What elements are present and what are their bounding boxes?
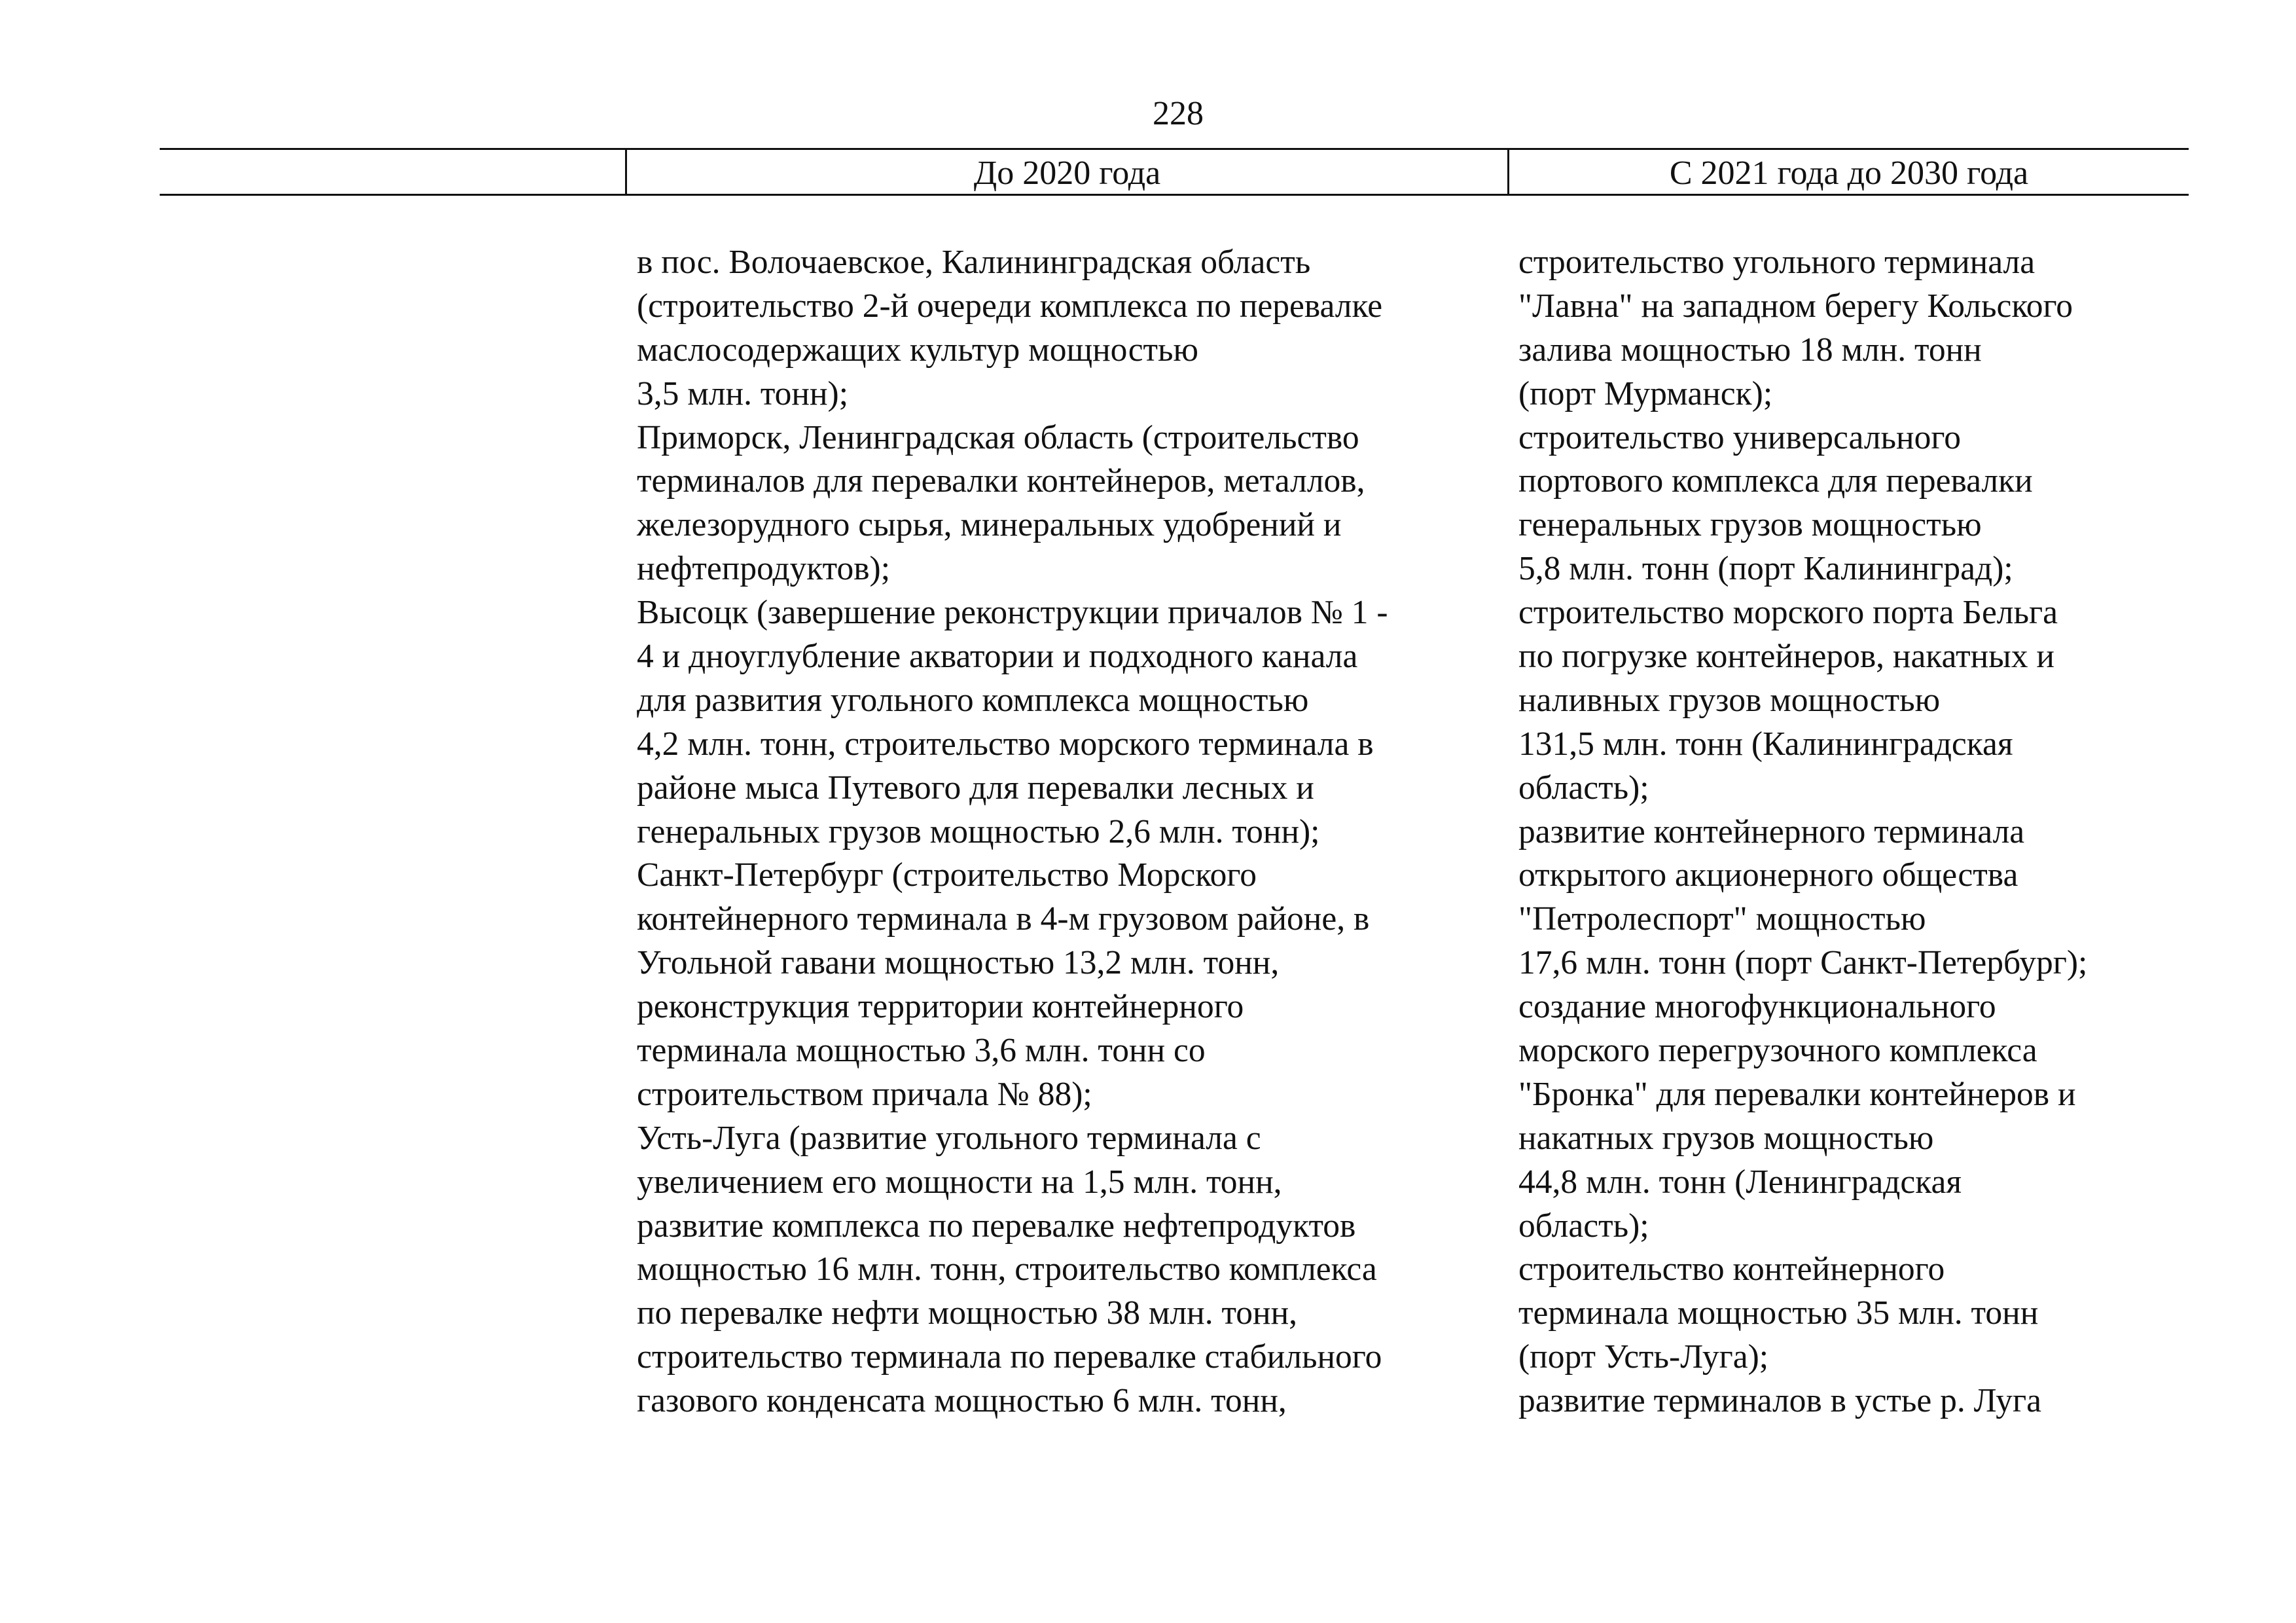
table-header-bottom-rule (160, 194, 2189, 196)
col1-line: газового конденсата мощностью 6 млн. тонн, (637, 1382, 1287, 1420)
col1-line: по перевалке нефти мощностью 38 млн. тонн, (637, 1294, 1298, 1332)
col1-line: увеличением его мощности на 1,5 млн. тонн, (637, 1163, 1282, 1201)
col1-line: Приморск, Ленинградская область (строительство (637, 418, 1359, 456)
col2-line: морского перегрузочного комплекса (1518, 1032, 2037, 1070)
col2-line: (порт Усть-Луга); (1518, 1338, 1769, 1376)
col2-line: 44,8 млн. тонн (Ленинградская (1518, 1163, 1962, 1201)
col1-line: 4 и дноуглубление акватории и подходного канала (637, 638, 1358, 676)
col1-line: районе мыса Путевого для перевалки лесных и (637, 769, 1314, 807)
col2-line: открытого акционерного общества (1518, 856, 2018, 894)
column-header-until-2020: До 2020 года (973, 155, 1161, 192)
col1-line: генеральных грузов мощностью 2,6 млн. тонн); (637, 812, 1320, 850)
col2-line: 5,8 млн. тонн (порт Калининград); (1518, 550, 2013, 588)
col1-line: развитие комплекса по перевалке нефтепродуктов (637, 1207, 1356, 1245)
col2-line: строительство морского порта Бельга (1518, 594, 2058, 632)
col2-line: портового комплекса для перевалки (1518, 462, 2033, 500)
col2-line: 131,5 млн. тонн (Калининградская (1518, 725, 2013, 763)
col1-line: Высоцк (завершение реконструкции причалов № 1 - (637, 594, 1388, 632)
col1-line: мощностью 16 млн. тонн, строительство комплекса (637, 1250, 1377, 1288)
col2-line: область); (1518, 769, 1649, 807)
col2-line: строительство угольного терминала (1518, 244, 2036, 281)
col2-line: залива мощностью 18 млн. тонн (1518, 331, 1982, 369)
col2-line: 17,6 млн. тонн (порт Санкт-Петербург); (1518, 944, 2088, 982)
col1-line: в пос. Волочаевское, Калининградская область (637, 244, 1311, 281)
col2-line: "Лавна" на западном берегу Кольского (1518, 287, 2073, 325)
col2-line: (порт Мурманск); (1518, 374, 1773, 412)
col2-line: создание многофункционального (1518, 988, 1996, 1026)
col1-line: Усть-Луга (развитие угольного терминала с (637, 1119, 1261, 1157)
col1-line: нефтепродуктов); (637, 550, 891, 588)
col1-line: реконструкция территории контейнерного (637, 988, 1244, 1026)
col2-line: развитие терминалов в устье р. Луга (1518, 1382, 2042, 1420)
col2-line: терминала мощностью 35 млн. тонн (1518, 1294, 2039, 1332)
col2-line: генеральных грузов мощностью (1518, 506, 1982, 544)
col1-line: терминалов для перевалки контейнеров, металлов, (637, 462, 1365, 500)
col1-line: железорудного сырья, минеральных удобрений и (637, 506, 1342, 544)
col2-line: наливных грузов мощностью (1518, 681, 1941, 719)
col1-line: строительством причала № 88); (637, 1075, 1092, 1113)
col1-line: контейнерного терминала в 4-м грузовом районе, в (637, 900, 1370, 938)
col2-line: "Петролеспорт" мощностью (1518, 900, 1926, 938)
col1-line: 3,5 млн. тонн); (637, 374, 849, 412)
col2-line: строительство универсального (1518, 418, 1961, 456)
col1-line: маслосодержащих культур мощностью (637, 331, 1199, 369)
column-header-2021-2030: С 2021 года до 2030 года (1669, 155, 2029, 192)
col1-line: 4,2 млн. тонн, строительство морского терминала в (637, 725, 1374, 763)
col1-line: для развития угольного комплекса мощностью (637, 681, 1309, 719)
col2-line: накатных грузов мощностью (1518, 1119, 1934, 1157)
column-until-2020-text (637, 241, 1501, 1423)
table-top-rule (160, 148, 2189, 150)
col2-line: "Бронка" для перевалки контейнеров и (1518, 1075, 2076, 1113)
col1-line: Санкт-Петербург (строительство Морского (637, 856, 1257, 894)
col2-line: строительство контейнерного (1518, 1250, 1945, 1288)
col2-line: развитие контейнерного терминала (1518, 812, 2025, 850)
column-2021-2030-text (1518, 241, 2199, 1423)
col1-line: терминала мощностью 3,6 млн. тонн со (637, 1032, 1206, 1070)
col2-line: область); (1518, 1207, 1649, 1245)
col1-line: Угольной гавани мощностью 13,2 млн. тонн, (637, 944, 1280, 982)
col1-line: строительство терминала по перевалке стабильного (637, 1338, 1382, 1376)
col2-line: по погрузке контейнеров, накатных и (1518, 638, 2054, 676)
page-number: 228 (1153, 95, 1204, 132)
col1-line: (строительство 2-й очереди комплекса по перевалке (637, 287, 1383, 325)
